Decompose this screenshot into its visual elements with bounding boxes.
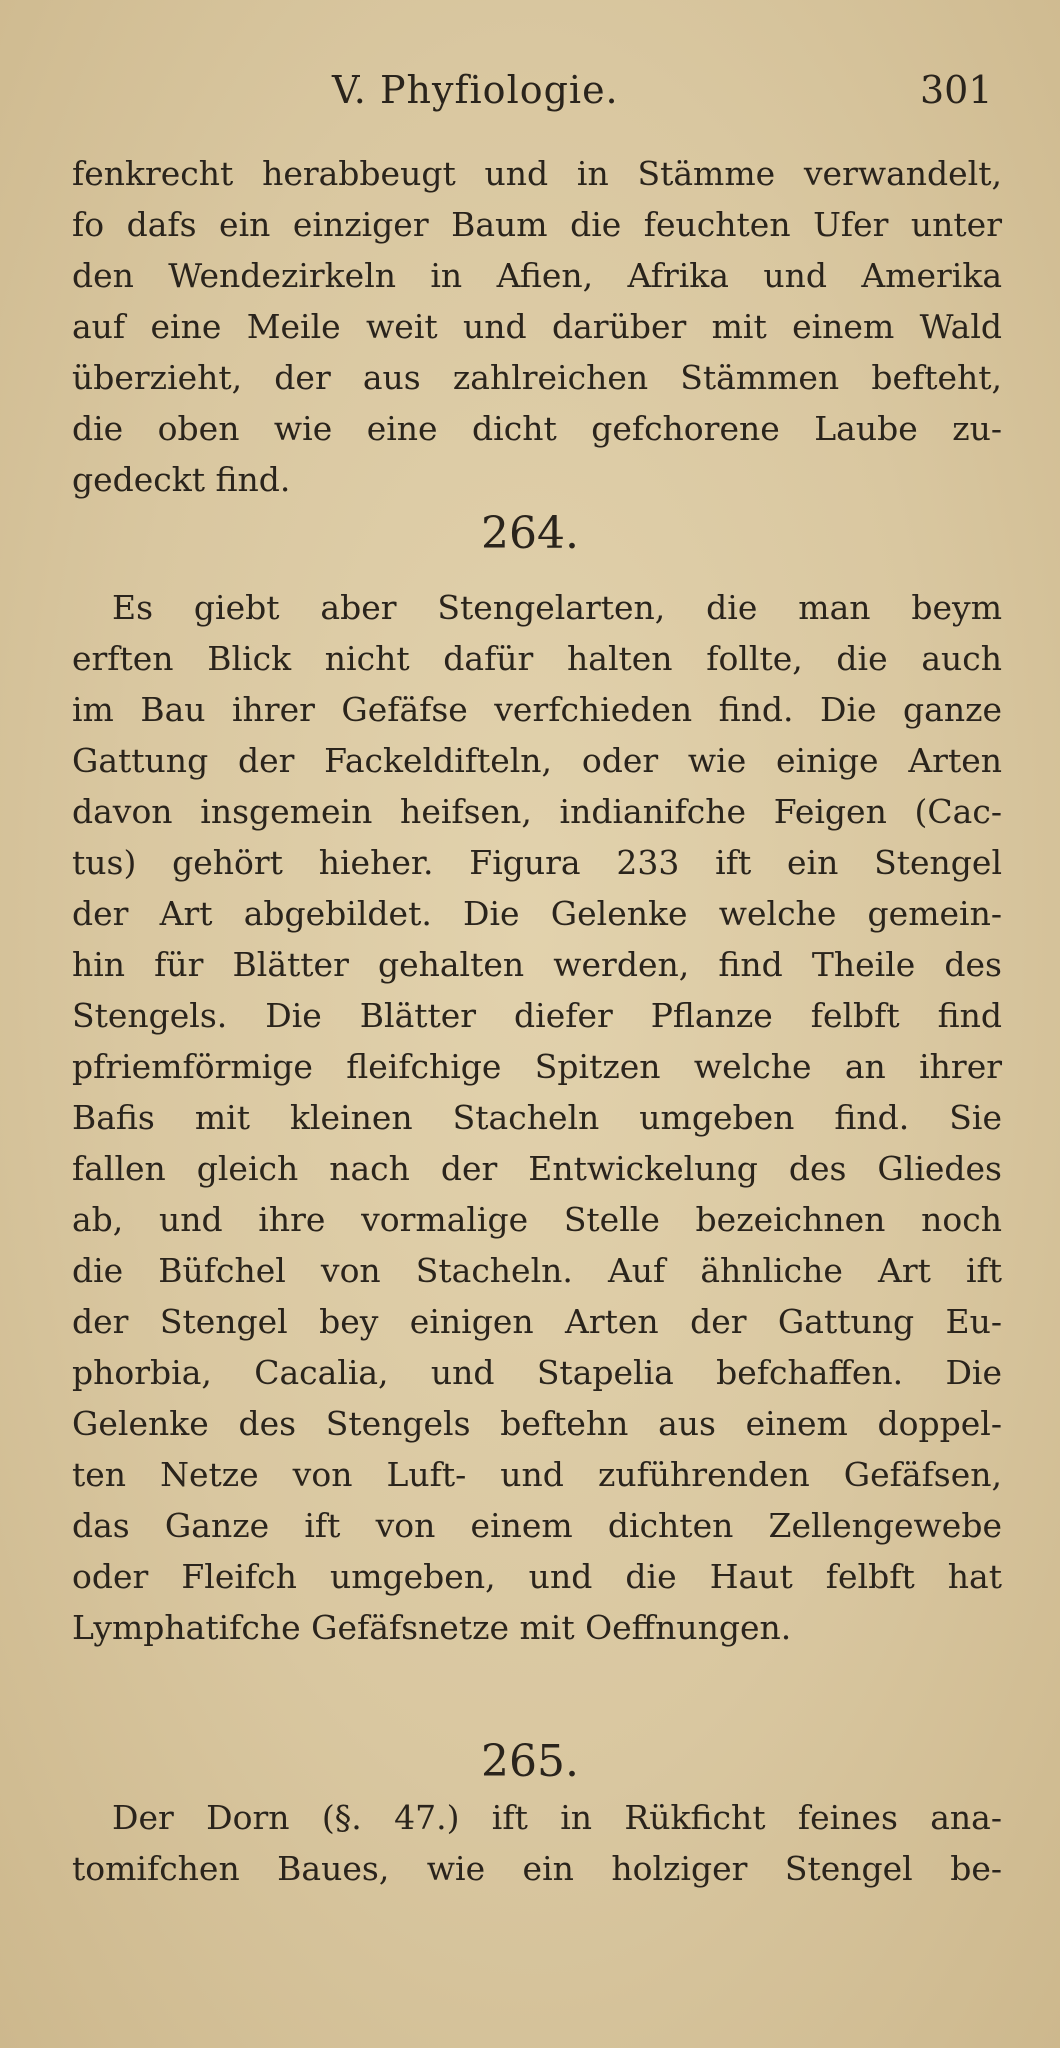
text-line: phorbia, Cacalia, und Stapelia befchaffen. Die [72, 1353, 1002, 1392]
paragraph-265 [72, 1792, 1002, 1894]
text-line: gedeckt find. [72, 460, 291, 499]
text-line: im Bau ihrer Gefäfse verfchieden find. Die ganze [72, 690, 1002, 729]
text-line: ten Netze von Luft- und zuführenden Gefäfsen, [72, 1455, 1002, 1494]
text-line: die Büfchel von Stacheln. Auf ähnliche Art ift [72, 1251, 1002, 1290]
paragraph-number-265: 265. [481, 1736, 579, 1787]
text-line: Lymphatifche Gefäfsnetze mit Oeffnungen. [72, 1608, 792, 1647]
text-line: ab, und ihre vormalige Stelle bezeichnen noch [72, 1200, 1002, 1239]
text-line: fallen gleich nach der Entwickelung des Gliedes [72, 1149, 1002, 1188]
text-line: der Stengel bey einigen Arten der Gattung Eu- [72, 1302, 1002, 1341]
text-line: fo dafs ein einziger Baum die feuchten Ufer unter [72, 205, 1002, 244]
intro-paragraph [72, 148, 1002, 505]
text-line: auf eine Meile weit und darüber mit einem Wald [72, 307, 1002, 346]
text-line: Der Dorn (§. 47.) ift in Rükficht feines ana- [112, 1798, 1002, 1837]
text-line: Gelenke des Stengels beftehn aus einem doppel- [72, 1404, 1002, 1443]
text-line: überzieht, der aus zahlreichen Stämmen befteht, [72, 358, 1002, 397]
text-line: tus) gehört hieher. Figura 233 ift ein Stengel [72, 843, 1002, 882]
text-line: tomifchen Baues, wie ein holziger Stengel be- [72, 1849, 1002, 1888]
text-line: den Wendezirkeln in Afien, Afrika und Amerika [72, 256, 1002, 295]
text-line: Gattung der Fackeldifteln, oder wie einige Arten [72, 741, 1002, 780]
text-line: hin für Blätter gehalten werden, find Theile des [72, 945, 1002, 984]
text-line: erften Blick nicht dafür halten follte, die auch [72, 639, 1002, 678]
text-line: die oben wie eine dicht gefchorene Laube zu- [72, 409, 1002, 448]
page-number: 301 [920, 68, 993, 112]
text-line: Es giebt aber Stengelarten, die man beym [112, 588, 1002, 627]
section-title: V. Phyfiologie. [332, 68, 619, 112]
text-line: der Art abgebildet. Die Gelenke welche gemein- [72, 894, 1002, 933]
text-line: Stengels. Die Blätter diefer Pflanze felbft find [72, 996, 1002, 1035]
text-line: pfriemförmige fleifchige Spitzen welche an ihrer [72, 1047, 1002, 1086]
text-line: das Ganze ift von einem dichten Zellengewebe [72, 1506, 1002, 1545]
text-line: davon insgemein heifsen, indianifche Feigen (Cac- [72, 792, 1002, 831]
paragraph-number-264: 264. [481, 508, 579, 559]
paragraph-264 [72, 582, 1002, 1653]
running-header [0, 60, 1060, 120]
text-line: oder Fleifch umgeben, und die Haut felbft hat [72, 1557, 1002, 1596]
text-line: fenkrecht herabbeugt und in Stämme verwandelt, [72, 154, 1002, 193]
text-line: Bafis mit kleinen Stacheln umgeben find. Sie [72, 1098, 1002, 1137]
